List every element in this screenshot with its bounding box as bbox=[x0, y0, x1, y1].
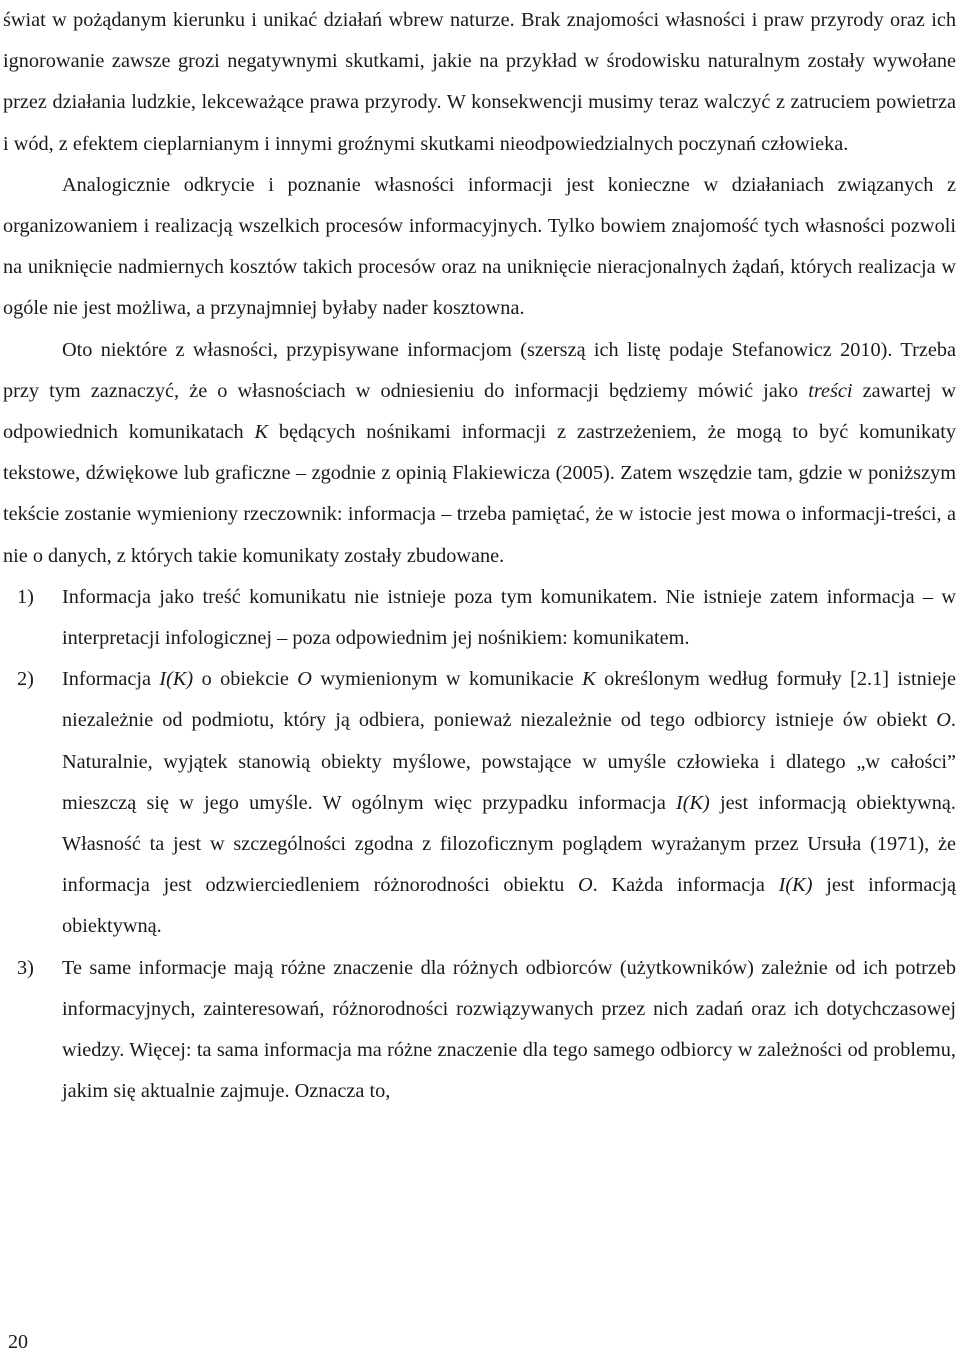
list-marker-2: 2) bbox=[17, 668, 34, 691]
paragraph-3-text-3: będących nośnikami informacji z zastrzeżeniem, że mogą to być komunikaty tekstowe, dźwiękowe lub graficzne – zgodnie z opinią Flakiewicza (2005). Zatem wszędzie tam, gdzie w poniższym tekście zostanie wymieniony rzeczownik: informacja – trzeba pamiętać, że w istocie jest mowa o informacji-treści, a nie o danych, z których takie komunikaty zostały zbudowane. bbox=[3, 421, 956, 567]
list-item-2-symbol-ik-1: I(K) bbox=[159, 668, 194, 691]
list-item-2-text-6: jest informacją obiektywną. Własność ta jest w szczególności zgodna z filozoficznym poglądem wyrażanym przez Ursuła (1971), że informacja jest odzwierciedleniem różnorodności obiektu bbox=[62, 791, 956, 897]
list-item-2-text-7: . Każda informacja bbox=[592, 874, 779, 897]
list-item-2-text-1: Informacja bbox=[62, 668, 160, 691]
list-item-2-symbol-ik-3: I(K) bbox=[778, 874, 813, 897]
list-item-2-text-2: o obiekcie bbox=[193, 668, 298, 691]
paragraph-3-emphasis-tresci: treści bbox=[808, 379, 853, 402]
list-item-2-symbol-o-3: O bbox=[577, 874, 593, 897]
paragraph-3-text-2: zawartej w odpowiednich komunikatach bbox=[3, 379, 957, 444]
list-item-1-text: Informacja jako treść komunikatu nie istnieje poza tym komunikatem. Nie istnieje zatem informacja – w interpretacji infologicznej – poza odpowiednim jej nośnikiem: komunikatem. bbox=[62, 585, 956, 650]
properties-list bbox=[3, 577, 956, 1113]
paragraph-1: świat w pożądanym kierunku i unikać działań wbrew naturze. Brak znajomości własności i praw przyrody oraz ich ignorowanie zawsze grozi negatywnymi skutkami, jakie na przykład w środowisku naturalnym zostały wywołane przez działania ludzkie, lekceważące prawa przyrody. W konsekwencji musimy teraz walczyć z zatruciem powietrza i wód, z efektem cieplarnianym i innymi groźnymi skutkami nieodpowiedzialnych poczynań człowieka. bbox=[3, 9, 956, 155]
paragraph-3-text-1: Oto niektóre z własności, przypisywane informacjom (szerszą ich listę podaje Stefanowicz 2010). Trzeba przy tym zaznaczyć, że o własnościach w odniesieniu do informacji będziemy mówić jako bbox=[3, 338, 956, 402]
list-item-1 bbox=[3, 577, 956, 659]
list-item-2-text-8: jest informacją obiektywną. bbox=[62, 874, 956, 938]
paragraph-3-symbol-k: K bbox=[254, 421, 269, 444]
body-text bbox=[3, 0, 956, 1112]
list-item-2 bbox=[3, 659, 956, 947]
list-marker-1: 1) bbox=[17, 585, 34, 608]
list-item-2-symbol-k: K bbox=[582, 668, 596, 691]
list-item-3-text: Te same informacje mają różne znaczenie dla różnych odbiorców (użytkowników) zależnie od ich potrzeb informacyjnych, zainteresowań, różnorodności rozwiązywanych przez nich zadań oraz ich dotychczasowej wiedzy. Więcej: ta sama informacja ma różne znaczenie dla tego samego odbiorcy w zależności od problemu, jakim się aktualnie zajmuje. Oznacza to, bbox=[62, 956, 956, 1103]
page-number: 20 bbox=[8, 1331, 28, 1353]
list-item-2-text-4: określonym według formuły [2.1] istnieje niezależnie od podmiotu, który ją odbiera, ponieważ niezależnie od tego odbiorcy istnieje ów obiekt bbox=[62, 668, 956, 732]
list-item-2-symbol-o-1: O bbox=[297, 668, 312, 691]
list-item-2-symbol-o-2: O bbox=[936, 709, 951, 732]
list-item-2-symbol-ik-2: I(K) bbox=[676, 791, 710, 814]
paragraph-3 bbox=[3, 330, 956, 577]
list-item-2-text-5: . Naturalnie, wyjątek stanowią obiekty myślowe, powstające w umyśle człowieka i dlatego „w całości” mieszczą się w jego umyśle. W ogólnym więc przypadku informacja bbox=[62, 709, 956, 814]
list-marker-3: 3) bbox=[17, 956, 34, 979]
list-item-3 bbox=[3, 948, 956, 1113]
paragraph-2: Analogicznie odkrycie i poznanie własności informacji jest konieczne w działaniach związanych z organizowaniem i realizacją wszelkich procesów informacyjnych. Tylko bowiem znajomość tych własności pozwoli na uniknięcie nadmiernych kosztów takich procesów oraz na uniknięcie nieracjonalnych żądań, których realizacja w ogóle nie jest możliwa, a przynajmniej byłaby nader kosztowna. bbox=[3, 173, 956, 320]
list-item-2-text-3: wymienionym w komunikacie bbox=[311, 668, 583, 691]
